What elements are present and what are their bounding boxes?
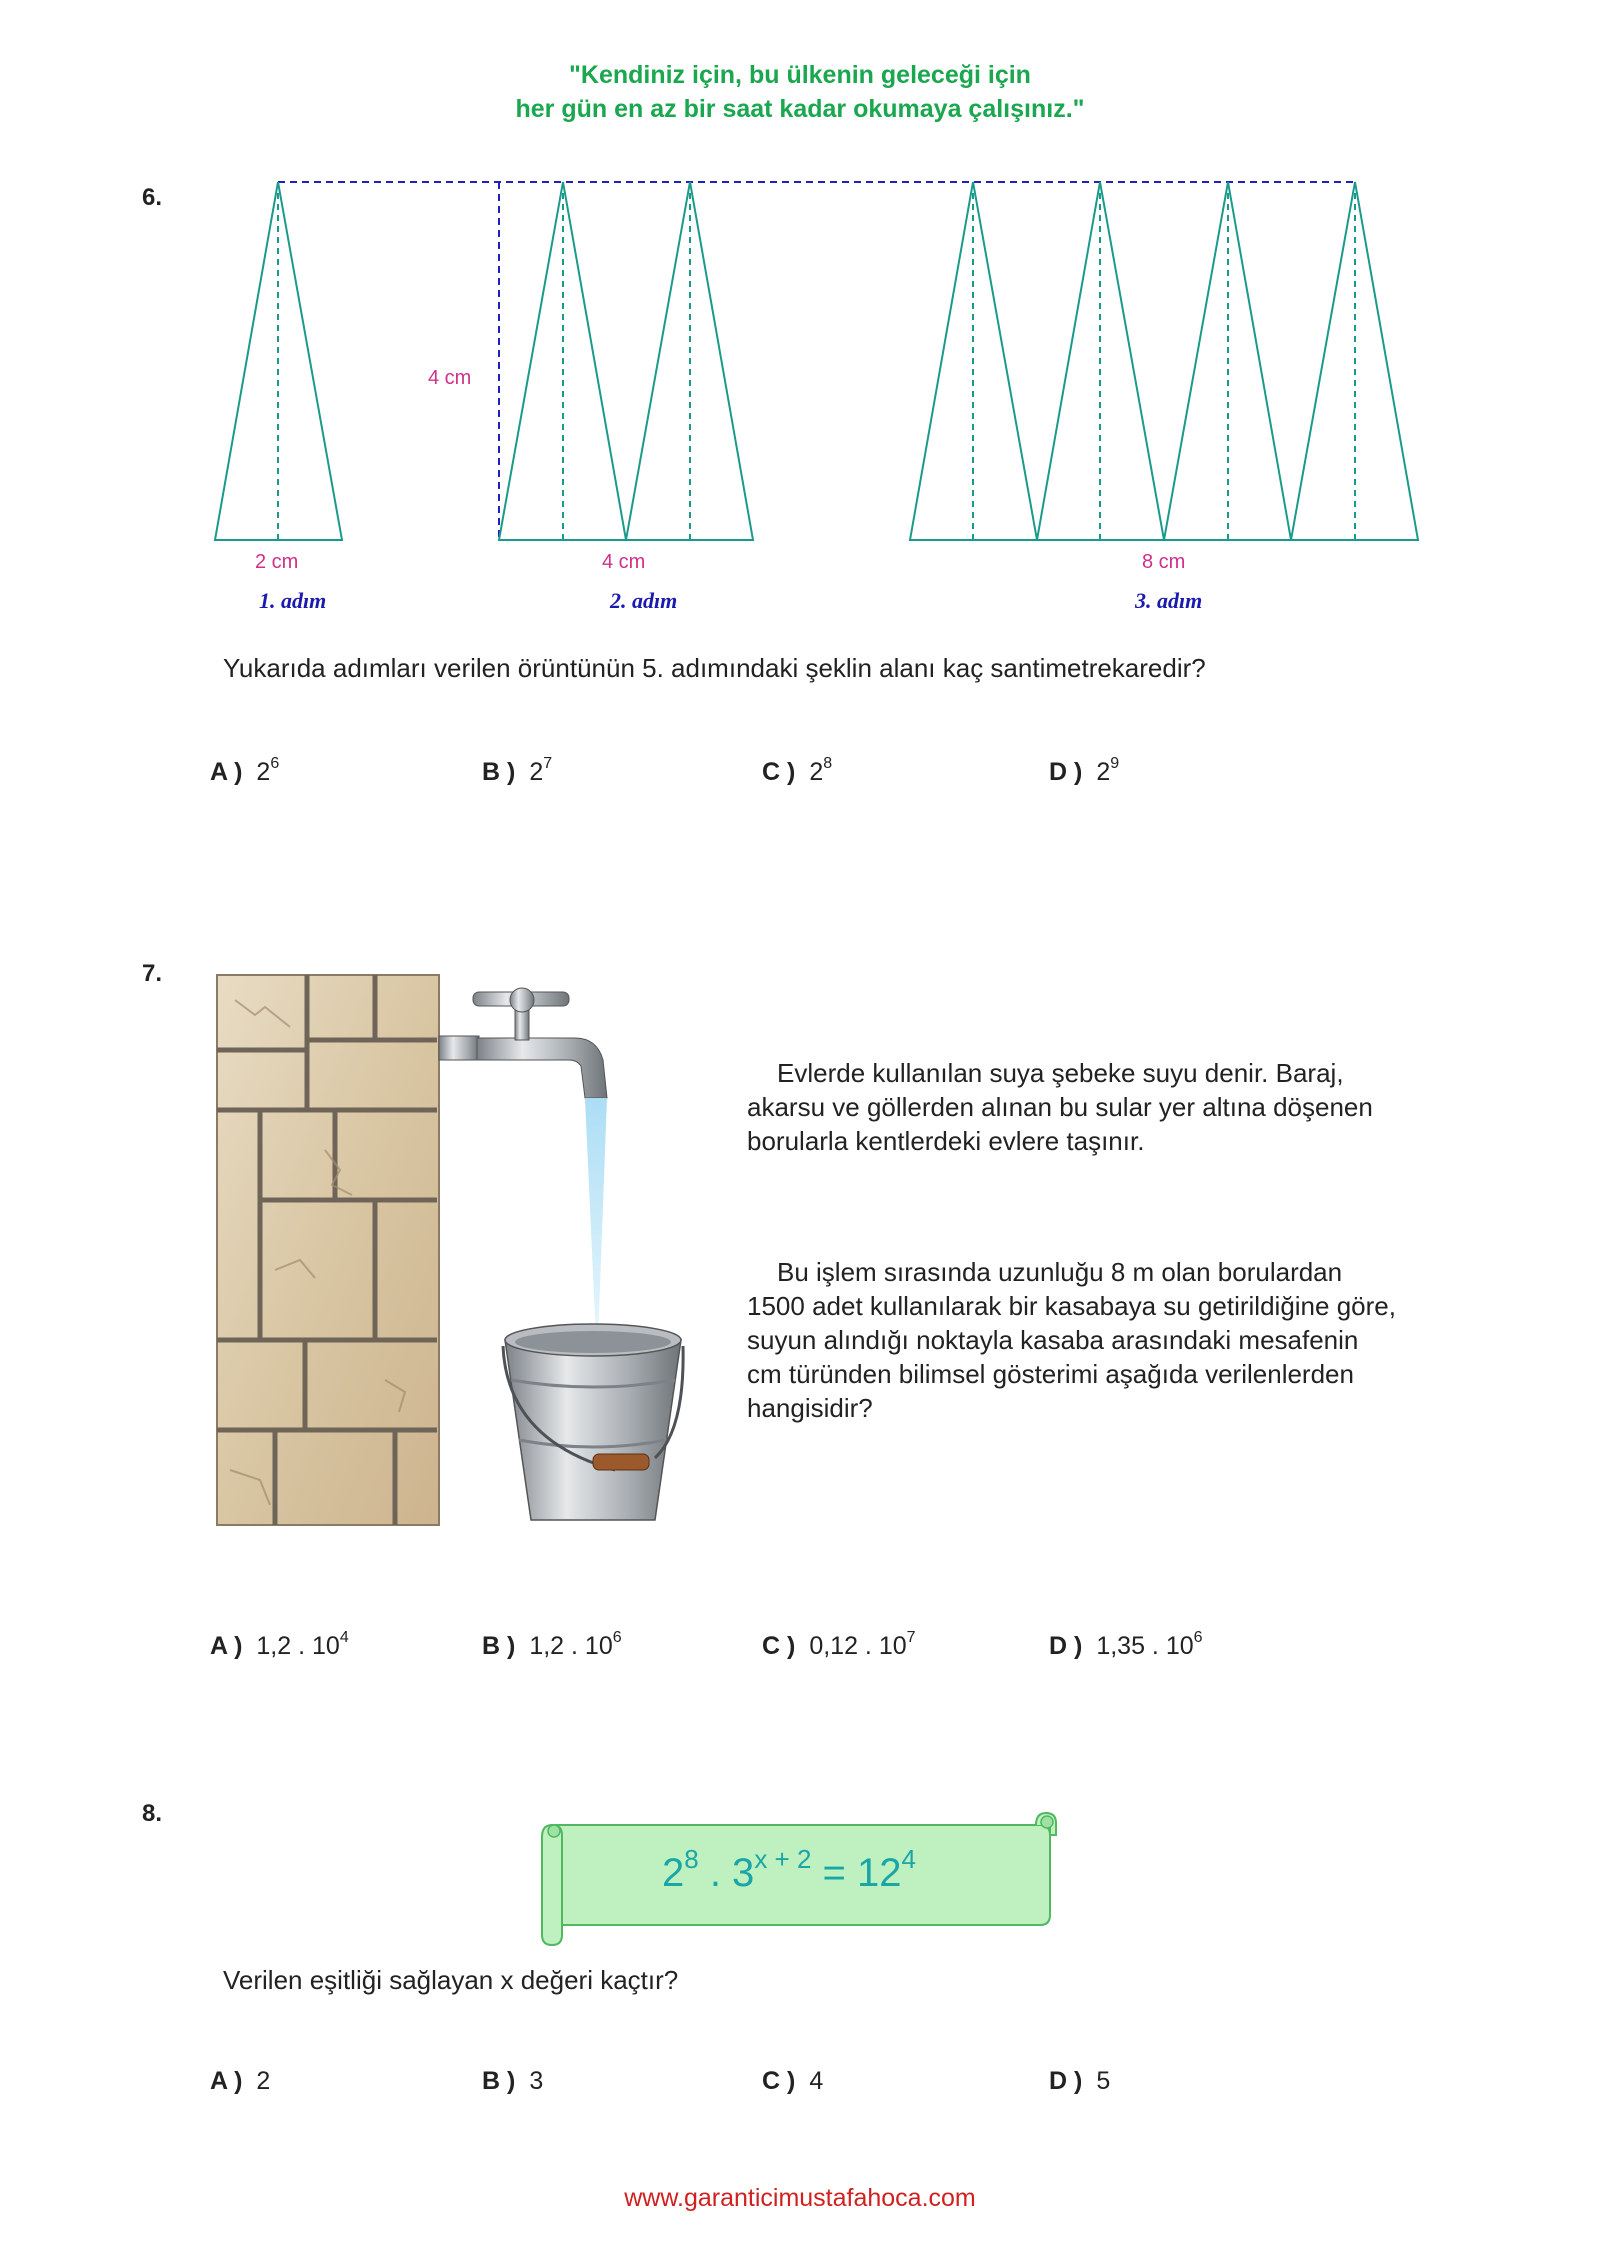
q7-paragraph-1: Evlerde kullanılan suya şebeke suyu denir. Baraj, akarsu ve göllerden alınan bu sular yer altına döşenen borularla kentlerdeki evlere taşınır. xyxy=(747,1058,1373,1156)
tap-and-bucket-illustration xyxy=(215,970,715,1530)
q7-option-b[interactable]: B ) 1,2 . $10^6$ xyxy=(482,1629,622,1660)
step2-base-label: 4 cm xyxy=(602,551,646,573)
option-label: C ) xyxy=(762,2067,796,2095)
option-label: D ) xyxy=(1049,758,1083,786)
option-label: A ) xyxy=(210,1632,243,1660)
q7-option-d[interactable]: D ) 1,35 . $10^6$ xyxy=(1049,1629,1203,1660)
step3-base-label: 8 cm xyxy=(1142,551,1186,573)
motto-line-2: her gün en az bir saat kadar okumaya çalışınız." xyxy=(515,95,1085,123)
q8-option-d[interactable]: D ) 5 xyxy=(1049,2067,1111,2095)
water-stream xyxy=(585,1098,607,1340)
tap xyxy=(439,988,607,1098)
option-label: B ) xyxy=(482,2067,516,2095)
step1-label: 1. adım xyxy=(259,588,327,613)
option-label: B ) xyxy=(482,758,516,786)
option-label: C ) xyxy=(762,1632,796,1660)
q7-option-a[interactable]: A ) 1,2 . $10^4$ xyxy=(210,1629,349,1660)
option-label: A ) xyxy=(210,2067,243,2095)
question-6-text: Yukarıda adımları verilen örüntünün 5. adımındaki şeklin alanı kaç santimetrekaredir? xyxy=(223,653,1206,683)
question-7-number: 7. xyxy=(142,960,163,987)
q8-option-a[interactable]: A ) 2 xyxy=(210,2067,271,2095)
q8-option-c[interactable]: C ) 4 xyxy=(762,2067,824,2095)
step2-label: 2. adım xyxy=(610,588,678,613)
equation: $2^8$ . $3^{x + 2} = 12^4$ xyxy=(662,1844,916,1895)
footer-url[interactable]: www.garanticimustafahoca.com xyxy=(624,2184,976,2212)
bucket xyxy=(503,1324,683,1520)
q6-option-a[interactable]: A ) $2^6$ xyxy=(210,755,280,786)
height-label: 4 cm xyxy=(428,367,472,389)
motto-line-1: "Kendiniz için, bu ülkenin geleceği için xyxy=(569,61,1031,89)
option-label: C ) xyxy=(762,758,796,786)
option-label: B ) xyxy=(482,1632,516,1660)
option-label: D ) xyxy=(1049,1632,1083,1660)
q6-option-d[interactable]: D ) $2^9$ xyxy=(1049,755,1120,786)
q6-option-c[interactable]: C ) $2^8$ xyxy=(762,755,833,786)
q7-paragraph-2: Bu işlem sırasında uzunluğu 8 m olan borulardan 1500 adet kullanılarak bir kasabaya su getirildiğine göre, suyun alındığı noktayla kasaba arasındaki mesafenin cm türünden bilimsel gösterimi aşağıda verilenlerden hangisidir? xyxy=(747,1257,1396,1423)
q7-option-c[interactable]: C ) 0,12 . $10^7$ xyxy=(762,1629,916,1660)
step3-label: 3. adım xyxy=(1135,588,1203,613)
question-8-text: Verilen eşitliği sağlayan x değeri kaçtır? xyxy=(223,1965,679,1995)
question-6-number: 6. xyxy=(142,184,163,211)
option-label: A ) xyxy=(210,758,243,786)
step1-base-label: 2 cm xyxy=(255,551,299,573)
question-8-number: 8. xyxy=(142,1800,163,1827)
q6-option-b[interactable]: B ) $2^7$ xyxy=(482,755,553,786)
stone-wall xyxy=(217,975,439,1525)
triangle-pattern-figure xyxy=(0,170,1600,630)
q8-option-b[interactable]: B ) 3 xyxy=(482,2067,544,2095)
option-label: D ) xyxy=(1049,2067,1083,2095)
